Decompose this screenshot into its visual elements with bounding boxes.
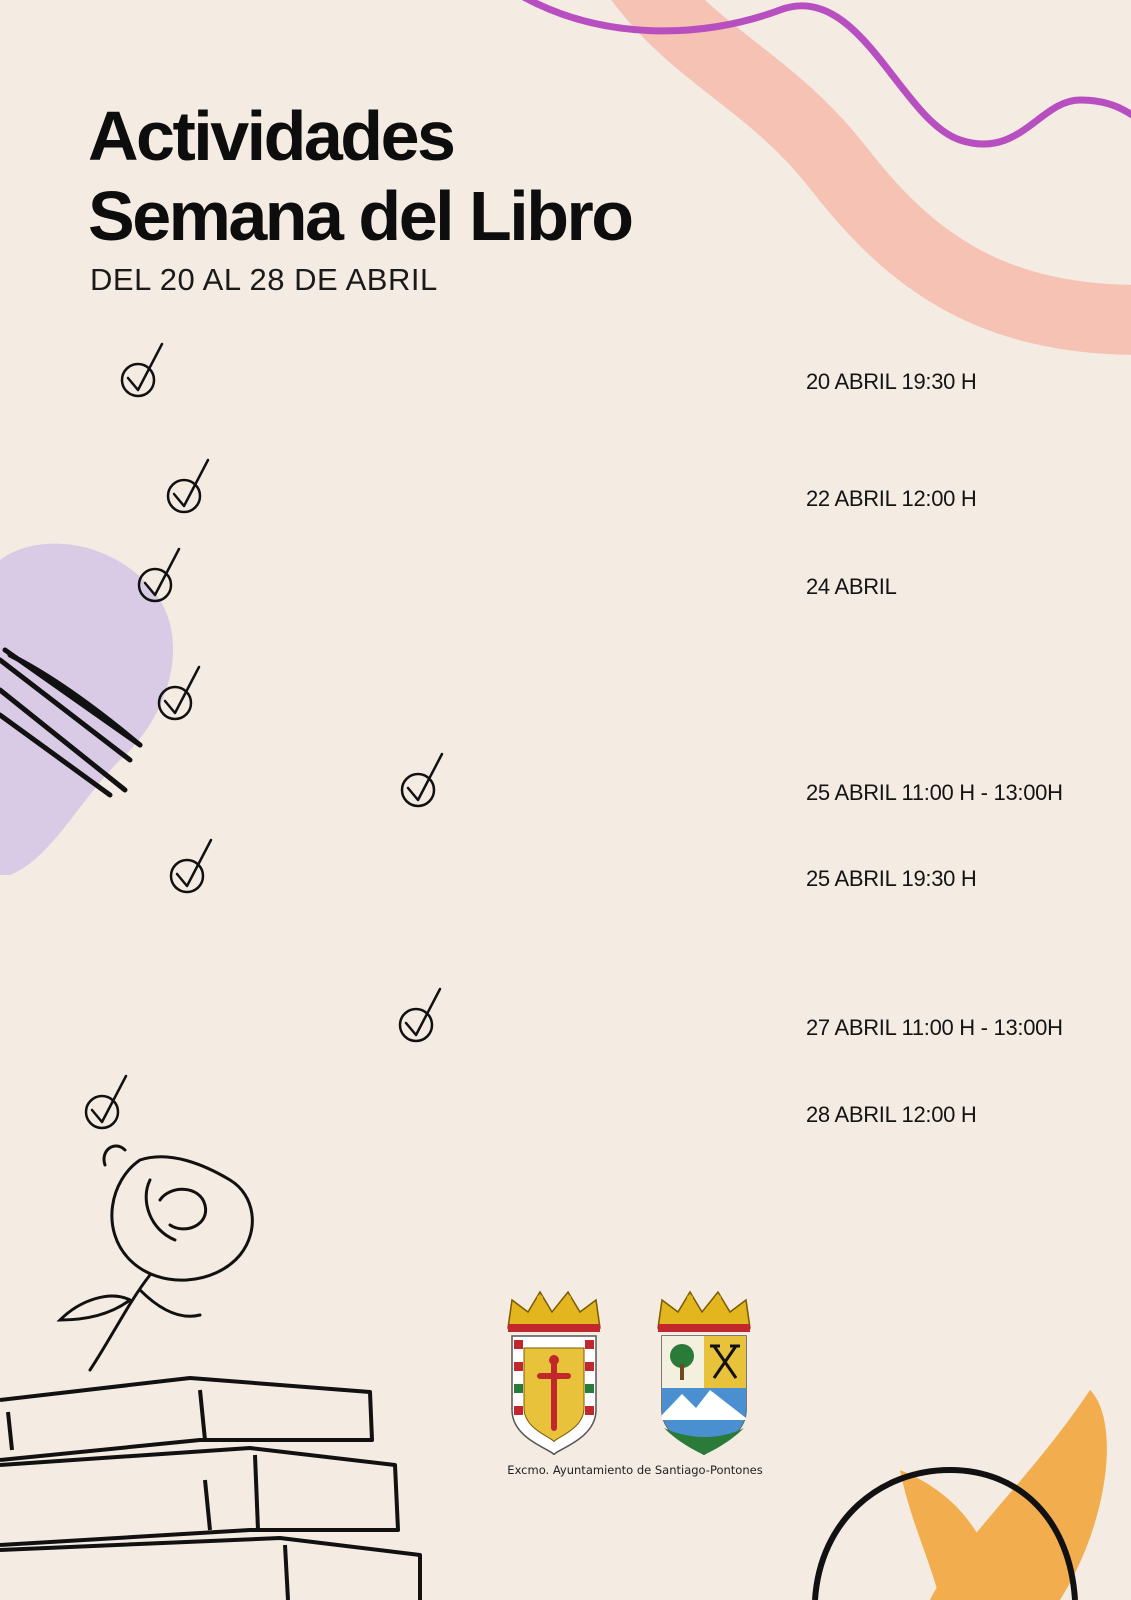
event-date: 24 ABRIL xyxy=(806,574,897,599)
checkmark-circle-icon xyxy=(167,836,219,900)
municipality-caption: Excmo. Ayuntamiento de Santiago-Pontones xyxy=(507,1463,763,1477)
event-date: 22 ABRIL 12:00 H xyxy=(806,486,977,511)
checkmark-circle-icon xyxy=(164,456,216,520)
checkmark-circle-icon xyxy=(155,663,207,727)
event-date: 25 ABRIL 11:00 H - 13:00H xyxy=(806,780,1063,805)
event-date: 20 ABRIL 19:30 H xyxy=(806,369,977,394)
checkmark-circle-icon xyxy=(82,1072,134,1136)
santiago-coat-of-arms-icon xyxy=(508,1292,600,1455)
checkmark-circle-icon xyxy=(398,750,450,814)
checkmark-circle-icon xyxy=(396,985,448,1049)
title-line-1: Actividades xyxy=(88,97,454,175)
rose-drawing xyxy=(60,1146,252,1370)
pink-ribbon xyxy=(640,0,1131,320)
event-date: 25 ABRIL 19:30 H xyxy=(806,866,977,891)
pontones-coat-of-arms-icon xyxy=(658,1292,750,1455)
event-date: 27 ABRIL 11:00 H - 13:00H xyxy=(806,1015,1063,1040)
checkmark-circle-icon xyxy=(118,340,170,404)
title-line-2: Semana del Libro xyxy=(88,177,632,255)
book-stack-drawing xyxy=(0,1378,420,1600)
poster-title xyxy=(88,96,631,256)
event-date: 28 ABRIL 12:00 H xyxy=(806,1102,977,1127)
date-range-subtitle: DEL 20 AL 28 DE ABRIL xyxy=(90,262,438,297)
checkmark-circle-icon xyxy=(135,545,187,609)
municipal-logos xyxy=(490,1290,780,1480)
